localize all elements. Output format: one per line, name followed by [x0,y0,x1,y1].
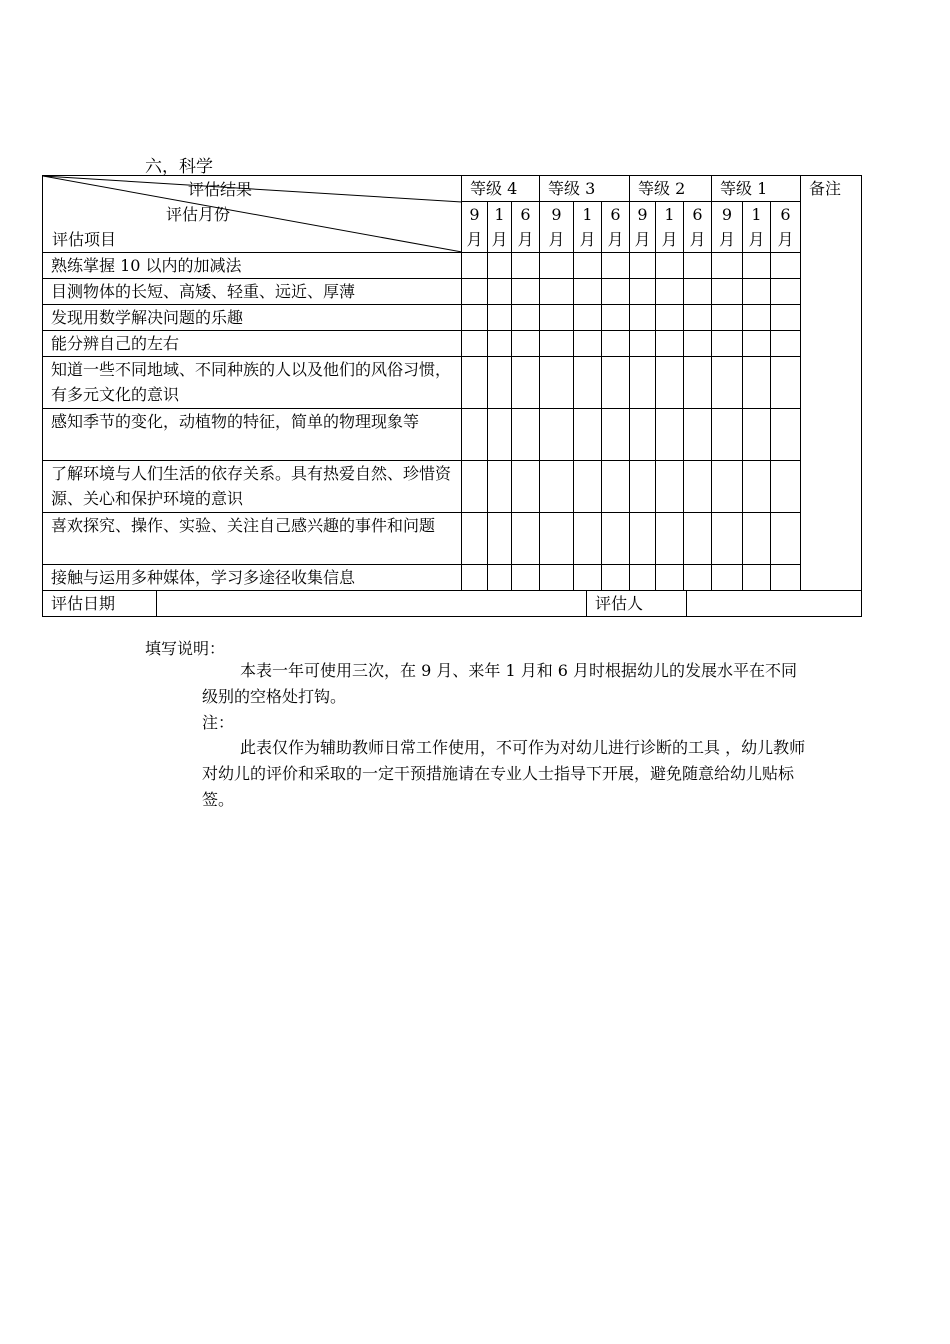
checkbox-cell[interactable] [462,565,488,591]
table-row [43,253,862,279]
month-header-cell [743,202,771,253]
table-row [43,331,862,357]
checkbox-cell[interactable] [630,513,656,565]
remarks-column [801,176,862,591]
month-unit: 月 [689,230,706,249]
grade-4-header: 等级 4 [462,176,540,202]
checkbox-cell[interactable] [574,461,602,513]
checkbox-cell[interactable] [684,279,712,305]
checkbox-cell[interactable] [602,305,630,331]
checkbox-cell[interactable] [743,331,771,357]
checkbox-cell[interactable] [684,331,712,357]
checkbox-cell[interactable] [540,305,574,331]
month-number: 6 [780,205,791,224]
month-number: 9 [469,205,480,224]
item-label: 感知季节的变化，动植物的特征，简单的物理现象等 [43,409,462,461]
checkbox-cell[interactable] [540,331,574,357]
checkbox-cell[interactable] [574,253,602,279]
checkbox-cell[interactable] [771,409,801,461]
month-header-cell [771,202,801,253]
checkbox-cell[interactable] [684,305,712,331]
checkbox-cell[interactable] [462,279,488,305]
month-unit: 月 [466,230,483,249]
checkbox-cell[interactable] [540,461,574,513]
grade-1-header: 等级 1 [712,176,801,202]
checkbox-cell[interactable] [630,461,656,513]
item-label: 能分辨自己的左右 [43,331,462,357]
month-number: 1 [582,205,593,224]
checkbox-cell[interactable] [684,357,712,409]
checkbox-cell[interactable] [656,357,684,409]
month-header-cell [656,202,684,253]
checkbox-cell[interactable] [602,409,630,461]
month-number: 6 [610,205,621,224]
month-unit: 月 [661,230,678,249]
month-unit: 月 [579,230,596,249]
month-number: 1 [751,205,762,224]
checkbox-cell[interactable] [512,357,540,409]
checkbox-cell[interactable] [462,253,488,279]
checkbox-cell[interactable] [743,565,771,591]
month-header-cell [574,202,602,253]
checkbox-cell[interactable] [462,331,488,357]
checkbox-cell[interactable] [574,409,602,461]
assessor-label: 评估人 [587,591,687,616]
item-label: 了解环境与人们生活的依存关系。具有热爱自然、珍惜资源、关心和保护环境的意识 [43,461,462,513]
checkbox-cell[interactable] [488,461,512,513]
checkbox-cell[interactable] [656,279,684,305]
header-month-label: 评估月份 [166,205,231,224]
month-header-cell [512,202,540,253]
checkbox-cell[interactable] [512,565,540,591]
checkbox-cell[interactable] [656,513,684,565]
instructions-body: 本表一年可使用三次，在 9 月、来年 1 月和 6 月时根据幼儿的发展水平在不同级别的空格处打钩。 [202,661,798,706]
month-unit: 月 [777,230,794,249]
checkbox-cell[interactable] [712,331,743,357]
checkbox-cell[interactable] [656,409,684,461]
checkbox-cell[interactable] [602,513,630,565]
month-number: 6 [520,205,531,224]
remarks-header: 备注 [809,179,842,198]
checkbox-cell[interactable] [602,461,630,513]
checkbox-cell[interactable] [743,253,771,279]
checkbox-cell[interactable] [771,513,801,565]
checkbox-cell[interactable] [574,565,602,591]
checkbox-cell[interactable] [540,357,574,409]
checkbox-cell[interactable] [743,409,771,461]
checkbox-cell[interactable] [462,357,488,409]
grade-2-header: 等级 2 [630,176,712,202]
month-header-cell [602,202,630,253]
checkbox-cell[interactable] [512,305,540,331]
checkbox-cell[interactable] [462,461,488,513]
checkbox-cell[interactable] [540,565,574,591]
month-header-cell [462,202,488,253]
grade-3-header: 等级 3 [540,176,630,202]
instructions-title: 填写说明： [145,639,226,658]
checkbox-cell[interactable] [512,409,540,461]
checkbox-cell[interactable] [630,565,656,591]
checkbox-cell[interactable] [540,409,574,461]
table-row [43,305,862,331]
checkbox-cell[interactable] [602,357,630,409]
checkbox-cell[interactable] [684,409,712,461]
footer-cell [43,591,862,617]
header-row-grades [43,176,862,202]
checkbox-cell[interactable] [771,279,801,305]
checkbox-cell[interactable] [712,461,743,513]
month-unit: 月 [718,230,735,249]
checkbox-cell[interactable] [771,461,801,513]
month-number: 1 [494,205,505,224]
checkbox-cell[interactable] [574,279,602,305]
checkbox-cell[interactable] [488,331,512,357]
month-number: 9 [637,205,648,224]
checkbox-cell[interactable] [684,513,712,565]
checkbox-cell[interactable] [488,565,512,591]
month-header-cell [630,202,656,253]
checkbox-cell[interactable] [743,461,771,513]
checkbox-cell[interactable] [574,305,602,331]
item-label: 目测物体的长短、高矮、轻重、远近、厚薄 [43,279,462,305]
checkbox-cell[interactable] [488,279,512,305]
checkbox-cell[interactable] [540,279,574,305]
checkbox-cell[interactable] [743,279,771,305]
checkbox-cell[interactable] [630,357,656,409]
checkbox-cell[interactable] [743,305,771,331]
month-number: 6 [692,205,703,224]
checkbox-cell[interactable] [574,513,602,565]
item-label: 熟练掌握 10 以内的加减法 [43,253,462,279]
month-number: 1 [664,205,675,224]
checkbox-cell[interactable] [771,305,801,331]
checkbox-cell[interactable] [462,305,488,331]
checkbox-cell[interactable] [488,357,512,409]
checkbox-cell[interactable] [656,461,684,513]
table-row [43,409,862,461]
checkbox-cell[interactable] [630,253,656,279]
checkbox-cell[interactable] [488,305,512,331]
month-unit: 月 [517,230,534,249]
checkbox-cell[interactable] [488,513,512,565]
month-unit: 月 [748,230,765,249]
checkbox-cell[interactable] [602,253,630,279]
checkbox-cell[interactable] [574,331,602,357]
checkbox-cell[interactable] [488,253,512,279]
month-number: 9 [721,205,733,224]
header-result-label: 评估结果 [188,180,253,199]
checkbox-cell[interactable] [602,279,630,305]
checkbox-cell[interactable] [712,357,743,409]
checkbox-cell[interactable] [743,357,771,409]
table-row [43,357,862,409]
checkbox-cell[interactable] [512,331,540,357]
checkbox-cell[interactable] [771,565,801,591]
month-header-cell [488,202,512,253]
month-unit: 月 [607,230,624,249]
checkbox-cell[interactable] [630,331,656,357]
table-row [43,461,862,513]
item-label: 知道一些不同地域、不同种族的人以及他们的风俗习惯，有多元文化的意识 [43,357,462,409]
note-body: 此表仅作为辅助教师日常工作使用，不可作为对幼儿进行诊断的工具 ，幼儿教师对幼儿的评价和采取的一定干预措施请在专业人士指导下开展，避免随意给幼儿贴标签。 [202,738,806,809]
checkbox-cell[interactable] [512,279,540,305]
checkbox-cell[interactable] [712,305,743,331]
checkbox-cell[interactable] [656,331,684,357]
checkbox-cell[interactable] [712,253,743,279]
checkbox-cell[interactable] [630,279,656,305]
header-item-label: 评估项目 [52,230,117,249]
checkbox-cell[interactable] [512,253,540,279]
month-unit: 月 [548,230,565,249]
checkbox-cell[interactable] [602,331,630,357]
checkbox-cell[interactable] [656,253,684,279]
diagonal-header-cell [43,176,462,253]
item-label: 发现用数学解决问题的乐趣 [43,305,462,331]
checkbox-cell[interactable] [712,565,743,591]
month-number: 9 [551,205,562,224]
checkbox-cell[interactable] [656,305,684,331]
note-label: 注： [202,713,235,732]
item-label: 接触与运用多种媒体，学习多途径收集信息 [43,565,462,591]
month-unit: 月 [491,230,508,249]
checkbox-cell[interactable] [602,565,630,591]
checkbox-cell[interactable] [684,461,712,513]
month-header-cell [684,202,712,253]
month-unit: 月 [634,230,651,249]
footer-row [43,591,862,617]
checkbox-cell[interactable] [462,409,488,461]
section-title: 六，科学 [145,157,213,177]
checkbox-cell[interactable] [540,513,574,565]
evaluation-table [42,175,862,617]
table-row [43,565,862,591]
checkbox-cell[interactable] [712,409,743,461]
table-row [43,513,862,565]
checkbox-cell[interactable] [488,409,512,461]
checkbox-cell[interactable] [630,305,656,331]
month-header-cell [540,202,574,253]
checkbox-cell[interactable] [656,565,684,591]
checkbox-cell[interactable] [684,253,712,279]
checkbox-cell[interactable] [540,253,574,279]
checkbox-cell[interactable] [743,513,771,565]
date-label: 评估日期 [43,591,157,616]
checkbox-cell[interactable] [771,331,801,357]
checkbox-cell[interactable] [512,513,540,565]
item-label: 喜欢探究、操作、实验、关注自己感兴趣的事件和问题 [43,513,462,565]
checkbox-cell[interactable] [771,357,801,409]
checkbox-cell[interactable] [712,513,743,565]
checkbox-cell[interactable] [712,279,743,305]
table-row [43,279,862,305]
checkbox-cell[interactable] [574,357,602,409]
date-field[interactable] [157,591,587,616]
checkbox-cell[interactable] [512,461,540,513]
checkbox-cell[interactable] [771,253,801,279]
checkbox-cell[interactable] [462,513,488,565]
checkbox-cell[interactable] [684,565,712,591]
checkbox-cell[interactable] [630,409,656,461]
assessor-field[interactable] [687,591,861,616]
month-header-cell [712,202,743,253]
